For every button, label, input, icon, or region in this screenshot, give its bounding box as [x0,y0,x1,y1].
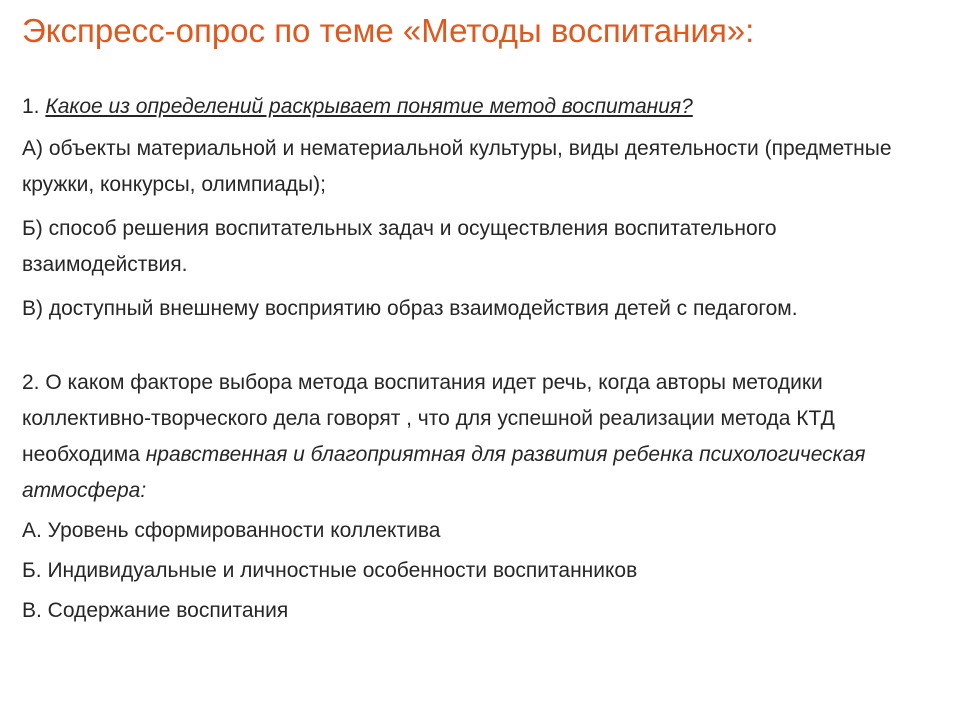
question-2-option-b: Б. Индивидуальные и личностные особенности воспитанников [22,559,638,582]
question-1-option-c: В) доступный внешнему восприятию образ взаимодействия детей с педагогом. [22,297,798,320]
question-1-option-b: Б) способ решения воспитательных задач и осуществления воспитательного взаимодействия. [22,217,777,276]
question-2-option-c: В. Содержание воспитания [22,599,289,622]
question-1-text: Какое из определений раскрывает понятие метод воспитания? [45,95,693,118]
question-1-number: 1. [22,95,46,118]
question-2-option-a: А. Уровень сформированности коллектива [22,519,441,542]
spacer [22,335,937,365]
question-2-italic-text: нравственная и благоприятная для развития ребенка психологическая атмосфера: [22,443,866,502]
slide-title: Экспресс-опрос по теме «Методы воспитания»: [22,12,755,49]
question-1 [22,89,937,125]
question-2 [22,365,937,509]
question-1-option-a: А) объекты материальной и нематериальной культуры, виды деятельности (предметные кружки, конкурсы, олимпиады); [22,137,892,196]
question-2-text: 2. О каком факторе выбора метода воспитания идет речь, когда авторы методики коллективно-творческого дела говорят , что для успешной реализации метода КТД необходима [22,371,835,466]
slide-content [22,89,937,633]
